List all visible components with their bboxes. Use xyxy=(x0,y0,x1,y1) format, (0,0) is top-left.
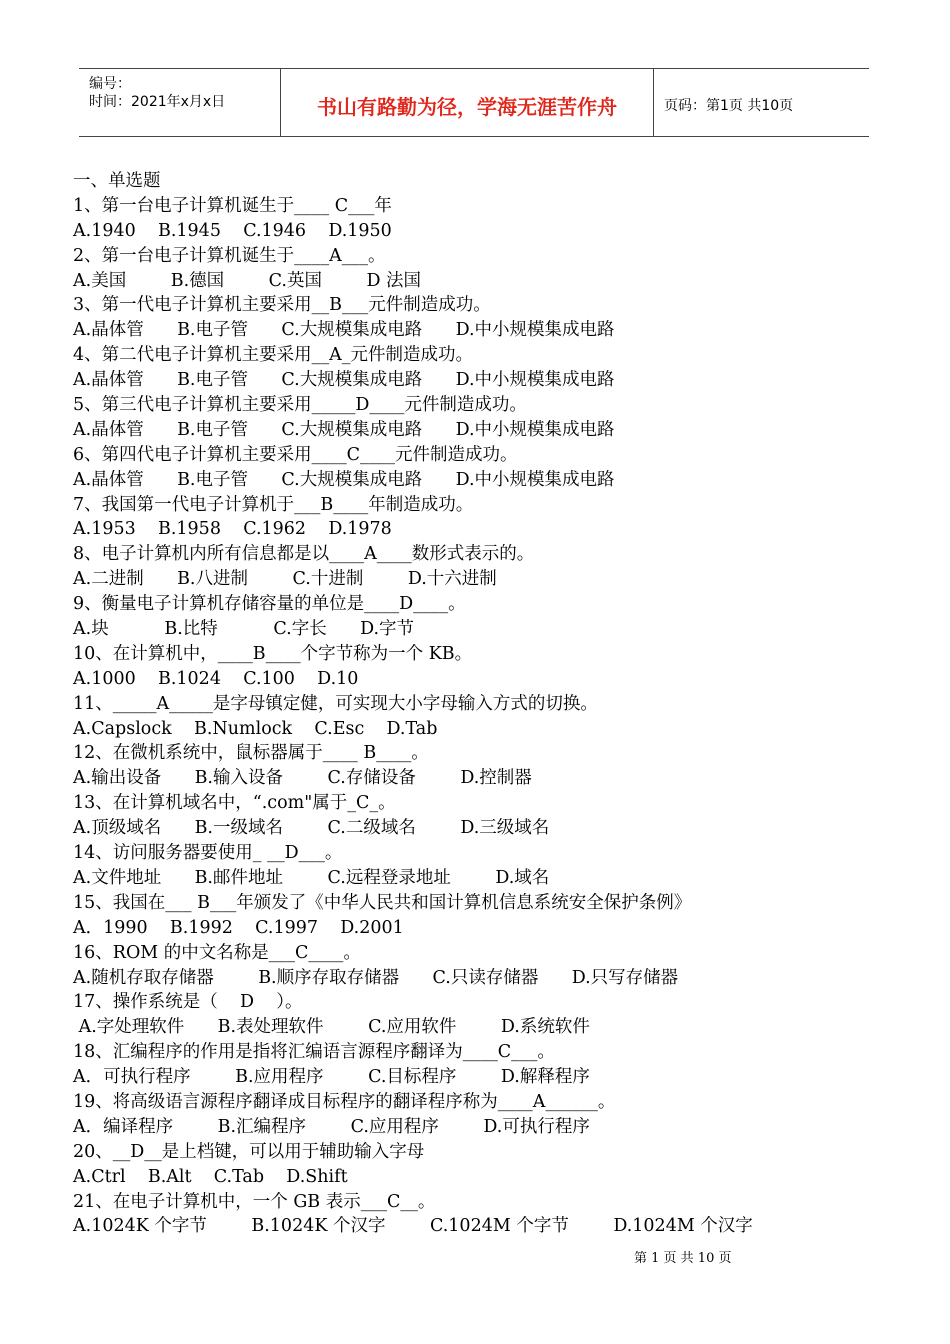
text-line: A．可执行程序 B.应用程序 C.目标程序 D.解释程序 xyxy=(73,1067,590,1088)
text-line: A.文件地址 B.邮件地址 C.远程登录地址 D.域名 xyxy=(73,867,550,888)
text-line: 4、第二代电子计算机主要采用__A_元件制造成功。 xyxy=(73,345,474,366)
text-line: A.1953 B.1958 C.1962 D.1978 xyxy=(73,519,392,540)
text-line: A.美国 B.德国 C.英国 D 法国 xyxy=(73,270,422,291)
text-line: 6、第四代电子计算机主要采用____C____元件制造成功。 xyxy=(73,444,518,465)
text-line: 15、我国在___ B___年颁发了《中华人民共和国计算机信息系统安全保护条例》 xyxy=(73,892,692,913)
text-line: A．编译程序 B.汇编程序 C.应用程序 D.可执行程序 xyxy=(73,1116,590,1137)
text-line: 20、__D__是上档键，可以用于辅助输入字母 xyxy=(73,1141,425,1162)
text-line: A.晶体管 B.电子管 C.大规模集成电路 D.中小规模集成电路 xyxy=(73,320,615,341)
text-line: A.随机存取存储器 B.顺序存取存储器 C.只读存储器 D.只写存储器 xyxy=(73,967,679,988)
header-cell-motto xyxy=(281,69,654,136)
text-line: 18、汇编程序的作用是指将汇编语言源程序翻译为____C___。 xyxy=(73,1042,555,1063)
text-line: 12、在微机系统中，鼠标器属于____ B____。 xyxy=(73,743,429,764)
text-line: A.Capslock B.Numlock C.Esc D.Tab xyxy=(73,718,438,739)
text-line: A.块 B.比特 C.字长 D.字节 xyxy=(73,619,415,640)
page-footer: 第 1 页 共 10 页 xyxy=(634,1251,732,1266)
text-line: 19、将高级语言源程序翻译成目标程序的翻译程序称为____A______。 xyxy=(73,1091,616,1112)
time-label: 时间：2021年x月x日 xyxy=(89,94,226,110)
text-line: A.晶体管 B.电子管 C.大规模集成电路 D.中小规模集成电路 xyxy=(73,469,615,490)
motto-text: 书山有路勤为径，学海无涯苦作舟 xyxy=(317,95,617,119)
text-line: 11、_____A_____是字母镇定健，可实现大小字母输入方式的切换。 xyxy=(73,693,598,714)
text-line: 14、访问服务器要使用_ __D___。 xyxy=(73,843,343,864)
text-line: A．1990 B.1992 C.1997 D.2001 xyxy=(73,917,404,938)
question-list xyxy=(73,169,873,1239)
text-line: A.字处理软件 B.表处理软件 C.应用软件 D.系统软件 xyxy=(73,1017,590,1038)
header-cell-meta xyxy=(79,69,281,136)
text-line: A.1024K 个字节 B.1024K 个汉字 C.1024M 个字节 D.1024M 个汉字 xyxy=(73,1216,753,1237)
text-line: 1、第一台电子计算机诞生于____ C___年 xyxy=(73,195,392,216)
text-line: 16、ROM 的中文名称是___C____。 xyxy=(73,942,361,963)
text-line: 9、衡量电子计算机存储容量的单位是____D____。 xyxy=(73,594,466,615)
text-line: A.输出设备 B.输入设备 C.存储设备 D.控制器 xyxy=(73,768,532,789)
number-label: 编号： xyxy=(89,76,131,92)
text-line: 3、第一代电子计算机主要采用__B___元件制造成功。 xyxy=(73,295,491,316)
page-info: 页码：第1页 共10页 xyxy=(664,98,794,114)
text-line: 17、操作系统是（ D ）。 xyxy=(73,992,303,1013)
text-line: A.Ctrl B.Alt C.Tab D.Shift xyxy=(73,1166,348,1187)
text-line: 8、电子计算机内所有信息都是以____A____数形式表示的。 xyxy=(73,544,535,565)
text-line: 2、第一台电子计算机诞生于____A___。 xyxy=(73,245,386,266)
text-line: 7、我国第一代电子计算机于___B____年制造成功。 xyxy=(73,494,474,515)
header-table xyxy=(79,68,869,137)
text-line: A.二进制 B.八进制 C.十进制 D.十六进制 xyxy=(73,569,497,590)
text-line: 10、在计算机中，____B____个字节称为一个 KB。 xyxy=(73,643,473,664)
text-line: A.晶体管 B.电子管 C.大规模集成电路 D.中小规模集成电路 xyxy=(73,419,615,440)
text-line: 21、在电子计算机中，一个 GB 表示___C__。 xyxy=(73,1191,436,1212)
section-heading: 一、单选题 xyxy=(73,171,161,191)
header-cell-page xyxy=(654,69,869,136)
text-line: A.1940 B.1945 C.1946 D.1950 xyxy=(73,220,392,241)
text-line: A.顶级域名 B.一级域名 C.二级域名 D.三级域名 xyxy=(73,818,550,839)
text-line: A.1000 B.1024 C.100 D.10 xyxy=(73,668,359,689)
text-line: 5、第三代电子计算机主要采用_____D____元件制造成功。 xyxy=(73,395,527,416)
text-line: A.晶体管 B.电子管 C.大规模集成电路 D.中小规模集成电路 xyxy=(73,370,615,391)
text-line: 13、在计算机域名中，“.com"属于_C_。 xyxy=(73,793,396,814)
